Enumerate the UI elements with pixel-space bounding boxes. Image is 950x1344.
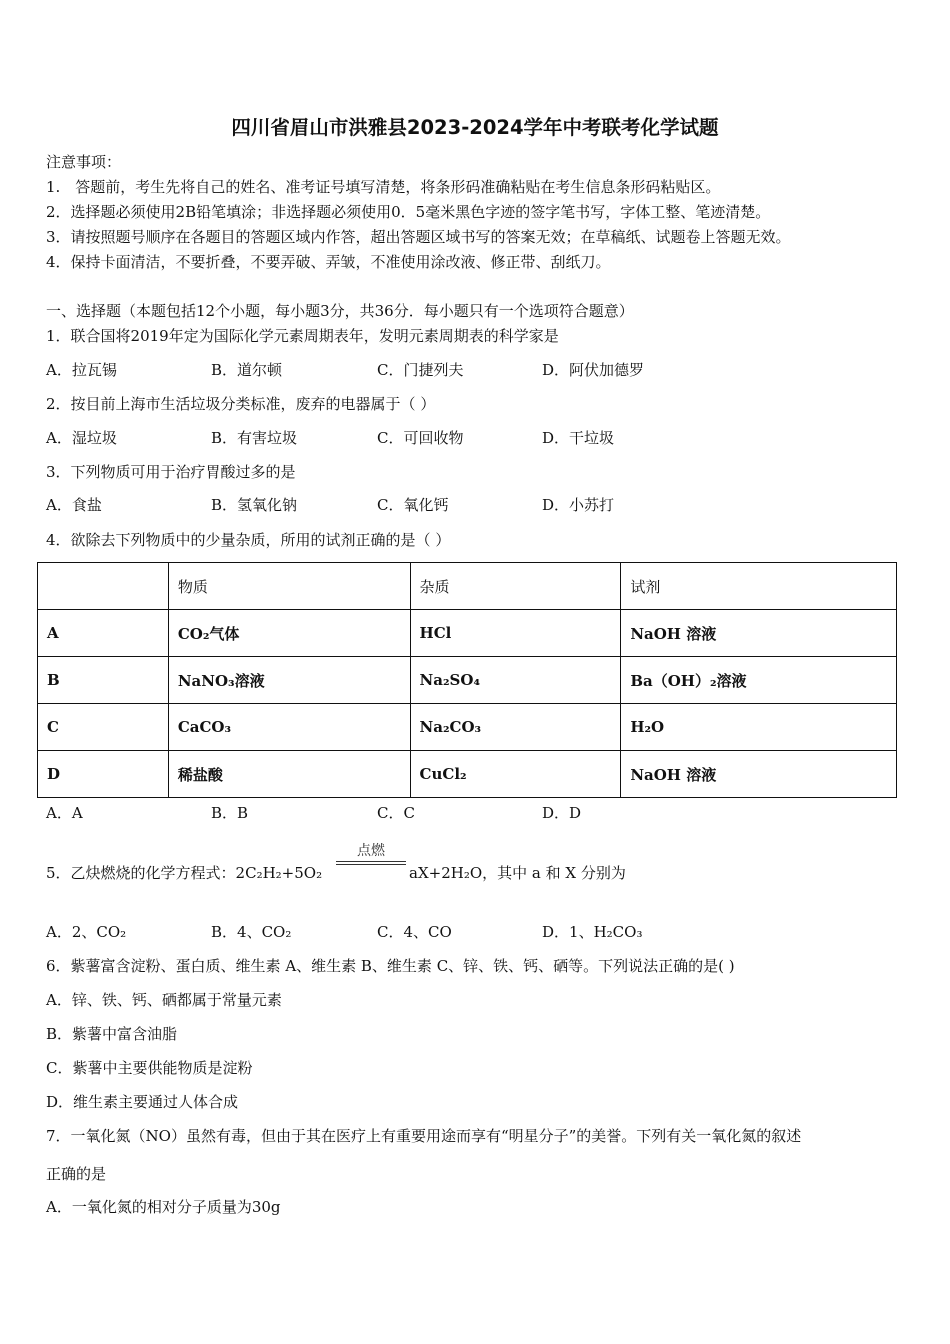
question-6-stem: 6．紫薯富含淀粉、蛋白质、维生素 A、维生素 B、维生素 C、锌、铁、钙、硒等。下列说法正确的是( ): [46, 957, 735, 975]
question-5-stem: 5．乙炔燃烧的化学方程式：2C₂H₂+5O₂: [46, 864, 323, 882]
notice-item: 4．保持卡面清洁，不要折叠，不要弄破、弄皱，不准使用涂改液、修正带、刮纸刀。: [46, 253, 611, 271]
question-5-stem-suffix: aX+2H₂O，其中 a 和 X 分别为: [409, 864, 626, 882]
q5-option-a: A．2、CO₂: [46, 923, 127, 941]
table-cell: HCl: [410, 610, 621, 657]
question-3-stem: 3．下列物质可用于治疗胃酸过多的是: [46, 463, 296, 481]
table-row: [38, 610, 897, 657]
table-cell: Na₂CO₃: [410, 704, 621, 751]
q5-option-d: D．1、H₂CO₃: [542, 923, 643, 941]
q4-option-d: D．D: [542, 804, 582, 822]
table-cell: 稀盐酸: [168, 751, 410, 798]
question-1-stem: 1．联合国将2019年定为国际化学元素周期表年，发明元素周期表的科学家是: [46, 327, 559, 345]
reaction-condition-label: 点燃: [357, 843, 385, 859]
question-4-stem: 4．欲除去下列物质中的少量杂质，所用的试剂正确的是（ ）: [46, 531, 451, 549]
q3-option-c: C．氧化钙: [377, 496, 449, 514]
question-7-stem: 7．一氧化氮（NO）虽然有毒，但由于其在医疗上有重要用途而享有“明星分子”的美誉。下列有关一氧化氮的叙述: [46, 1127, 802, 1145]
table-cell: A: [38, 610, 169, 657]
table-header-cell: 试剂: [621, 563, 897, 610]
q1-option-d: D．阿伏加德罗: [542, 361, 645, 379]
q1-option-c: C．门捷列夫: [377, 361, 464, 379]
question-7-stem-cont: 正确的是: [46, 1165, 107, 1183]
table-cell: D: [38, 751, 169, 798]
table-header-cell: 物质: [168, 563, 410, 610]
table-cell: NaOH 溶液: [621, 610, 897, 657]
question-2-stem: 2．按目前上海市生活垃圾分类标准，废弃的电器属于（ ）: [46, 395, 436, 413]
table-cell: C: [38, 704, 169, 751]
q4-table: [37, 562, 897, 798]
notice-heading: 注意事项：: [46, 153, 122, 171]
table-cell: CaCO₃: [168, 704, 410, 751]
table-header-cell: 杂质: [410, 563, 621, 610]
q4-option-c: C．C: [377, 804, 415, 822]
table-cell: H₂O: [621, 704, 897, 751]
q2-option-c: C．可回收物: [377, 429, 464, 447]
q1-option-b: B．道尔顿: [211, 361, 283, 379]
table-cell: CO₂气体: [168, 610, 410, 657]
q1-option-a: A．拉瓦锡: [46, 361, 117, 379]
q2-option-b: B．有害垃圾: [211, 429, 298, 447]
table-cell: Ba（OH）₂溶液: [621, 657, 897, 704]
table-row: [38, 751, 897, 798]
notice-item: 1. 答题前，考生先将自己的姓名、准考证号填写清楚，将条形码准确粘贴在考生信息条形码粘贴区。: [46, 178, 721, 196]
table-cell: Na₂SO₄: [410, 657, 621, 704]
table-cell: B: [38, 657, 169, 704]
q5-option-c: C．4、CO: [377, 923, 452, 941]
q6-option-d: D．维生素主要通过人体合成: [46, 1093, 239, 1111]
q3-option-d: D．小苏打: [542, 496, 615, 514]
reaction-condition: [336, 840, 406, 865]
q7-option-a: A．一氧化氮的相对分子质量为30g: [46, 1198, 281, 1216]
table-row: [38, 704, 897, 751]
page-title: 四川省眉山市洪雅县2023-2024学年中考联考化学试题: [231, 116, 719, 139]
notice-item: 2．选择题必须使用2B铅笔填涂；非选择题必须使用0．5毫米黑色字迹的签字笔书写，字体工整、笔迹清楚。: [46, 203, 771, 221]
equals-sign: [336, 861, 406, 865]
table-cell: CuCl₂: [410, 751, 621, 798]
q3-option-b: B．氢氧化钠: [211, 496, 298, 514]
q4-option-b: B．B: [211, 804, 249, 822]
table-header-row: [38, 563, 897, 610]
table-cell: NaNO₃溶液: [168, 657, 410, 704]
q4-option-a: A．A: [46, 804, 83, 822]
q6-option-b: B．紫薯中富含油脂: [46, 1025, 178, 1043]
q6-option-c: C．紫薯中主要供能物质是淀粉: [46, 1059, 253, 1077]
q3-option-a: A．食盐: [46, 496, 102, 514]
table-header-cell: [38, 563, 169, 610]
q2-option-d: D．干垃圾: [542, 429, 615, 447]
q6-option-a: A．锌、铁、钙、硒都属于常量元素: [46, 991, 282, 1009]
table-row: [38, 657, 897, 704]
notice-item: 3．请按照题号顺序在各题目的答题区域内作答，超出答题区域书写的答案无效；在草稿纸、试题卷上答题无效。: [46, 228, 791, 246]
q5-option-b: B．4、CO₂: [211, 923, 292, 941]
section-heading: 一、选择题（本题包括12个小题，每小题3分，共36分．每小题只有一个选项符合题意）: [46, 302, 634, 320]
table-cell: NaOH 溶液: [621, 751, 897, 798]
q2-option-a: A．湿垃圾: [46, 429, 117, 447]
